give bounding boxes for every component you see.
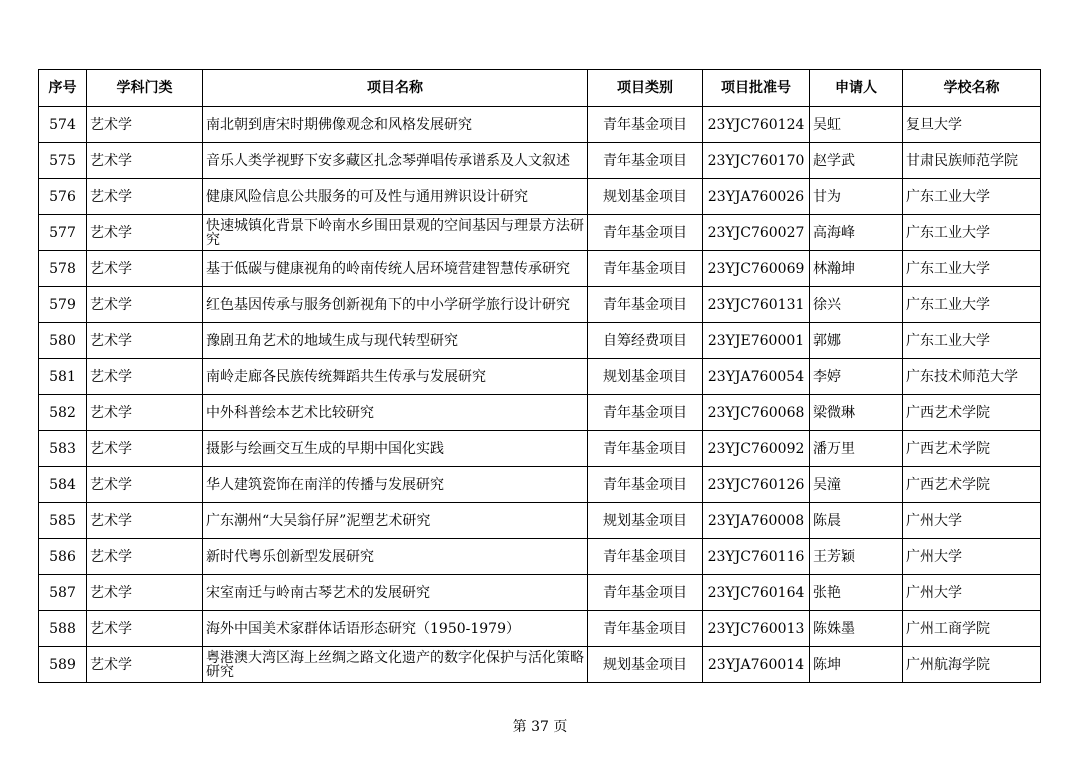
- table-row: [39, 215, 1041, 251]
- cell-applicant: 高海峰: [810, 215, 903, 251]
- cell-approval-no: 23YJC760124: [703, 107, 810, 143]
- cell-project-name: 豫剧丑角艺术的地域生成与现代转型研究: [203, 323, 588, 359]
- table-row: [39, 287, 1041, 323]
- cell-project-name: 音乐人类学视野下安多藏区扎念琴弹唱传承谱系及人文叙述: [203, 143, 588, 179]
- table-row: [39, 503, 1041, 539]
- cell-project-name: 快速城镇化背景下岭南水乡围田景观的空间基因与理景方法研究: [203, 215, 588, 251]
- cell-school: 广东工业大学: [903, 179, 1041, 215]
- cell-school: 广西艺术学院: [903, 431, 1041, 467]
- cell-school: 广西艺术学院: [903, 395, 1041, 431]
- table-row: [39, 251, 1041, 287]
- table-row: [39, 431, 1041, 467]
- cell-applicant: 张艳: [810, 575, 903, 611]
- cell-subject: 艺术学: [87, 359, 203, 395]
- cell-subject: 艺术学: [87, 395, 203, 431]
- cell-index: 577: [39, 215, 87, 251]
- cell-approval-no: 23YJA760026: [703, 179, 810, 215]
- cell-project-type: 规划基金项目: [588, 359, 703, 395]
- cell-project-type: 青年基金项目: [588, 143, 703, 179]
- cell-approval-no: 23YJA760014: [703, 647, 810, 683]
- cell-index: 588: [39, 611, 87, 647]
- cell-approval-no: 23YJC760116: [703, 539, 810, 575]
- cell-approval-no: 23YJC760131: [703, 287, 810, 323]
- table-row: [39, 575, 1041, 611]
- cell-applicant: 赵学武: [810, 143, 903, 179]
- cell-subject: 艺术学: [87, 575, 203, 611]
- cell-subject: 艺术学: [87, 503, 203, 539]
- cell-index: 581: [39, 359, 87, 395]
- cell-school: 广州工商学院: [903, 611, 1041, 647]
- cell-applicant: 郭娜: [810, 323, 903, 359]
- project-table: [38, 69, 1041, 683]
- cell-approval-no: 23YJA760008: [703, 503, 810, 539]
- cell-approval-no: 23YJA760054: [703, 359, 810, 395]
- cell-approval-no: 23YJC760069: [703, 251, 810, 287]
- cell-project-name: 宋室南迁与岭南古琴艺术的发展研究: [203, 575, 588, 611]
- cell-subject: 艺术学: [87, 611, 203, 647]
- cell-project-name: 红色基因传承与服务创新视角下的中小学研学旅行设计研究: [203, 287, 588, 323]
- cell-project-type: 青年基金项目: [588, 467, 703, 503]
- cell-project-type: 青年基金项目: [588, 287, 703, 323]
- cell-school: 广州大学: [903, 575, 1041, 611]
- table-row: [39, 179, 1041, 215]
- cell-subject: 艺术学: [87, 647, 203, 683]
- cell-project-name: 基于低碳与健康视角的岭南传统人居环境营建智慧传承研究: [203, 251, 588, 287]
- table-row: [39, 143, 1041, 179]
- cell-index: 583: [39, 431, 87, 467]
- cell-project-type: 青年基金项目: [588, 107, 703, 143]
- cell-project-name: 南北朝到唐宋时期佛像观念和风格发展研究: [203, 107, 588, 143]
- table-row: [39, 467, 1041, 503]
- cell-project-name: 华人建筑瓷饰在南洋的传播与发展研究: [203, 467, 588, 503]
- cell-project-type: 青年基金项目: [588, 251, 703, 287]
- cell-subject: 艺术学: [87, 431, 203, 467]
- cell-subject: 艺术学: [87, 215, 203, 251]
- cell-index: 584: [39, 467, 87, 503]
- cell-index: 580: [39, 323, 87, 359]
- cell-subject: 艺术学: [87, 251, 203, 287]
- cell-subject: 艺术学: [87, 143, 203, 179]
- cell-project-type: 规划基金项目: [588, 179, 703, 215]
- cell-applicant: 王芳颖: [810, 539, 903, 575]
- cell-applicant: 陈晨: [810, 503, 903, 539]
- header-project-type: 项目类别: [588, 70, 703, 107]
- header-project-name: 项目名称: [203, 70, 588, 107]
- header-subject: 学科门类: [87, 70, 203, 107]
- cell-school: 广东工业大学: [903, 323, 1041, 359]
- cell-approval-no: 23YJC760164: [703, 575, 810, 611]
- cell-applicant: 陈姝墨: [810, 611, 903, 647]
- cell-index: 578: [39, 251, 87, 287]
- header-index: 序号: [39, 70, 87, 107]
- cell-approval-no: 23YJC760027: [703, 215, 810, 251]
- header-applicant: 申请人: [810, 70, 903, 107]
- cell-project-type: 青年基金项目: [588, 395, 703, 431]
- cell-subject: 艺术学: [87, 539, 203, 575]
- cell-index: 575: [39, 143, 87, 179]
- cell-subject: 艺术学: [87, 107, 203, 143]
- table-row: [39, 359, 1041, 395]
- cell-applicant: 徐兴: [810, 287, 903, 323]
- cell-school: 广东工业大学: [903, 215, 1041, 251]
- cell-school: 复旦大学: [903, 107, 1041, 143]
- cell-school: 广东工业大学: [903, 287, 1041, 323]
- cell-index: 585: [39, 503, 87, 539]
- table-row: [39, 647, 1041, 683]
- cell-project-type: 青年基金项目: [588, 431, 703, 467]
- cell-project-type: 自筹经费项目: [588, 323, 703, 359]
- cell-project-name: 摄影与绘画交互生成的早期中国化实践: [203, 431, 588, 467]
- header-approval-no: 项目批准号: [703, 70, 810, 107]
- cell-project-name: 南岭走廊各民族传统舞蹈共生传承与发展研究: [203, 359, 588, 395]
- cell-school: 广州航海学院: [903, 647, 1041, 683]
- cell-school: 广州大学: [903, 539, 1041, 575]
- table-row: [39, 107, 1041, 143]
- cell-index: 576: [39, 179, 87, 215]
- cell-project-name: 健康风险信息公共服务的可及性与通用辨识设计研究: [203, 179, 588, 215]
- cell-approval-no: 23YJC760170: [703, 143, 810, 179]
- cell-project-type: 青年基金项目: [588, 611, 703, 647]
- table-row: [39, 323, 1041, 359]
- cell-project-type: 青年基金项目: [588, 539, 703, 575]
- cell-project-type: 规划基金项目: [588, 647, 703, 683]
- table-row: [39, 611, 1041, 647]
- cell-school: 甘肃民族师范学院: [903, 143, 1041, 179]
- cell-applicant: 林瀚坤: [810, 251, 903, 287]
- page-number: 第 37 页: [512, 719, 568, 735]
- cell-index: 582: [39, 395, 87, 431]
- cell-applicant: 吴潼: [810, 467, 903, 503]
- cell-index: 586: [39, 539, 87, 575]
- header-row: [39, 70, 1041, 107]
- cell-applicant: 梁微琳: [810, 395, 903, 431]
- cell-applicant: 吴虹: [810, 107, 903, 143]
- cell-applicant: 甘为: [810, 179, 903, 215]
- cell-subject: 艺术学: [87, 287, 203, 323]
- cell-project-type: 青年基金项目: [588, 575, 703, 611]
- cell-project-name: 海外中国美术家群体话语形态研究（1950-1979）: [203, 611, 588, 647]
- cell-project-name: 广东潮州“大吴翁仔屏”泥塑艺术研究: [203, 503, 588, 539]
- cell-school: 广州大学: [903, 503, 1041, 539]
- cell-subject: 艺术学: [87, 323, 203, 359]
- table-row: [39, 539, 1041, 575]
- cell-applicant: 李婷: [810, 359, 903, 395]
- header-school: 学校名称: [903, 70, 1041, 107]
- cell-project-name: 新时代粤乐创新型发展研究: [203, 539, 588, 575]
- table-row: [39, 395, 1041, 431]
- cell-index: 574: [39, 107, 87, 143]
- cell-approval-no: 23YJC760126: [703, 467, 810, 503]
- cell-project-name: 粤港澳大湾区海上丝绸之路文化遗产的数字化保护与活化策略研究: [203, 647, 588, 683]
- cell-approval-no: 23YJE760001: [703, 323, 810, 359]
- cell-subject: 艺术学: [87, 467, 203, 503]
- cell-index: 579: [39, 287, 87, 323]
- cell-index: 587: [39, 575, 87, 611]
- cell-approval-no: 23YJC760013: [703, 611, 810, 647]
- cell-school: 广西艺术学院: [903, 467, 1041, 503]
- cell-index: 589: [39, 647, 87, 683]
- cell-project-type: 青年基金项目: [588, 215, 703, 251]
- cell-approval-no: 23YJC760068: [703, 395, 810, 431]
- cell-applicant: 潘万里: [810, 431, 903, 467]
- cell-applicant: 陈坤: [810, 647, 903, 683]
- cell-subject: 艺术学: [87, 179, 203, 215]
- cell-school: 广东工业大学: [903, 251, 1041, 287]
- cell-project-name: 中外科普绘本艺术比较研究: [203, 395, 588, 431]
- cell-approval-no: 23YJC760092: [703, 431, 810, 467]
- cell-project-type: 规划基金项目: [588, 503, 703, 539]
- cell-school: 广东技术师范大学: [903, 359, 1041, 395]
